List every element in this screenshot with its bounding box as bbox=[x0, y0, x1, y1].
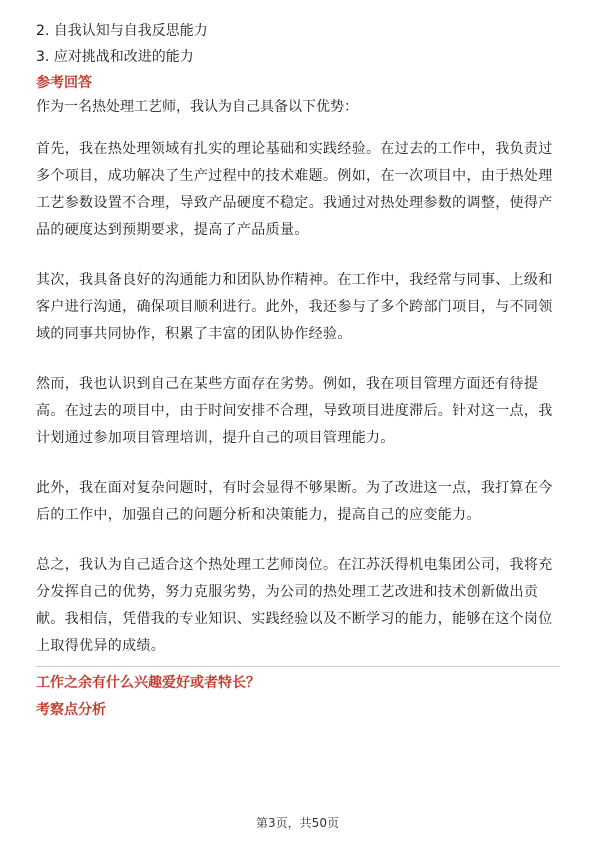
paragraph-line: 计划通过参加项目管理培训，提升自己的项目管理能力。 bbox=[36, 430, 395, 446]
paragraph-line: 总之，我认为自己适合这个热处理工艺师岗位。在江苏沃得机电集团公司，我将充 bbox=[36, 557, 553, 573]
list-item: 2. 自我认知与自我反思能力 bbox=[36, 23, 208, 39]
list-item: 3. 应对挑战和改进的能力 bbox=[36, 49, 194, 65]
paragraph-line: 高。在过去的项目中，由于时间安排不合理，导致项目进度滞后。针对这一点，我 bbox=[36, 403, 553, 419]
answer-paragraph bbox=[36, 270, 560, 345]
intro-text: 作为一名热处理工艺师，我认为自己具备以下优势： bbox=[36, 99, 358, 115]
paragraph-line: 域的同事共同协作，积累了丰富的团队协作经验。 bbox=[36, 326, 352, 342]
paragraph-line: 此外，我在面对复杂问题时，有时会显得不够果断。为了改进这一点，我打算在今 bbox=[36, 480, 553, 496]
page-footer: 第3页，共50页 bbox=[256, 816, 339, 830]
next-question-heading: 工作之余有什么兴趣爱好或者特长？ bbox=[36, 675, 260, 691]
paragraph-line: 客户进行沟通，确保项目顺利进行。此外，我还参与了多个跨部门项目，与不同领 bbox=[36, 299, 553, 315]
paragraph-line: 然而，我也认识到自己在某些方面存在劣势。例如，我在项目管理方面还有待提 bbox=[36, 376, 539, 392]
paragraph-line: 后的工作中，加强自己的问题分析和决策能力，提高自己的应变能力。 bbox=[36, 507, 481, 523]
paragraph-line: 其次，我具备良好的沟通能力和团队协作精神。在工作中，我经常与同事、上级和 bbox=[36, 272, 553, 288]
paragraph-line: 工艺参数设置不合理，导致产品硬度不稳定。我通过对热处理参数的调整，使得产 bbox=[36, 195, 553, 211]
reference-answer-heading: 参考回答 bbox=[36, 75, 92, 91]
paragraph-line: 献。我相信，凭借我的专业知识、实践经验以及不断学习的能力，能够在这个岗位 bbox=[36, 611, 553, 627]
divider bbox=[36, 666, 560, 667]
answer-paragraph bbox=[36, 478, 560, 526]
answer-paragraph bbox=[36, 139, 560, 241]
paragraph-line: 品的硬度达到预期要求，提高了产品质量。 bbox=[36, 222, 309, 238]
answer-paragraph bbox=[36, 555, 560, 657]
paragraph-line: 多个项目，成功解决了生产过程中的技术难题。例如，在一次项目中，由于热处理 bbox=[36, 168, 553, 184]
answer-paragraph bbox=[36, 374, 560, 449]
paragraph-line: 首先，我在热处理领域有扎实的理论基础和实践经验。在过去的工作中，我负责过 bbox=[36, 141, 553, 157]
paragraph-line: 分发挥自己的优势，努力克服劣势，为公司的热处理工艺改进和技术创新做出贡 bbox=[36, 584, 539, 600]
answer-paragraphs bbox=[36, 139, 560, 657]
paragraph-line: 上取得优异的成绩。 bbox=[36, 638, 166, 654]
analysis-heading: 考察点分析 bbox=[36, 702, 106, 718]
page-content bbox=[36, 18, 560, 721]
